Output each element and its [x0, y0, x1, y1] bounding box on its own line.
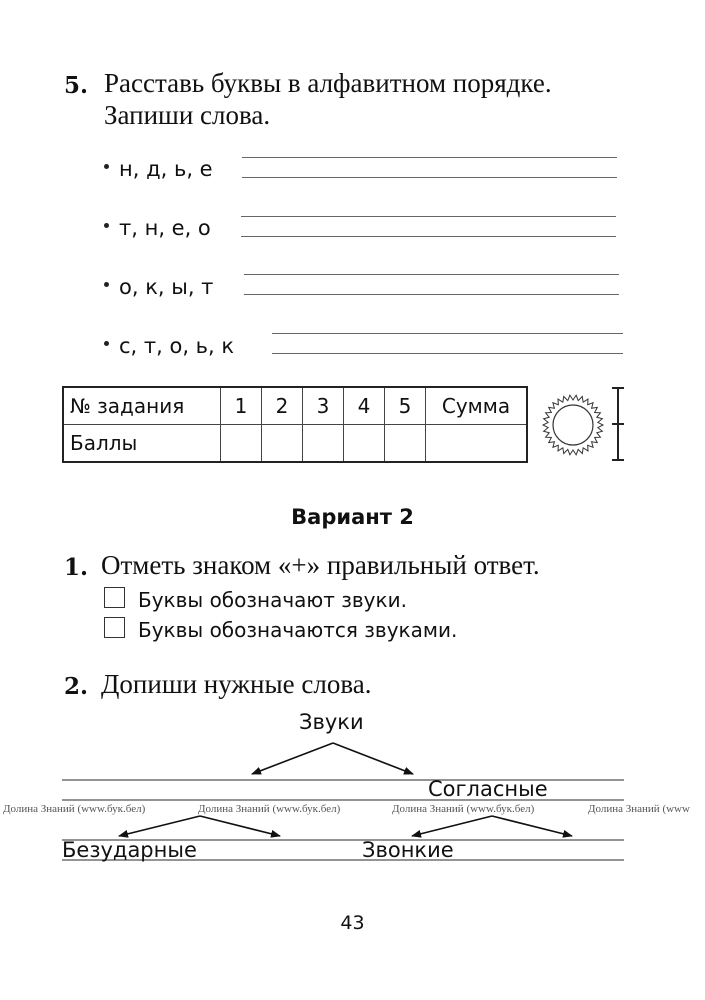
sun-disc — [553, 405, 593, 445]
points-cell[interactable] — [221, 425, 262, 463]
points-cell[interactable] — [303, 425, 344, 463]
sum-cell[interactable] — [426, 425, 528, 463]
task-1-text: Отметь знаком «+» правильный ответ. — [101, 550, 540, 580]
sun-icon — [541, 393, 605, 457]
task-column-header: 1 — [221, 387, 262, 425]
letters-item — [104, 215, 211, 241]
option-label: Буквы обозначаются звуками. — [138, 618, 458, 642]
letters-item — [104, 156, 213, 182]
answer-line[interactable] — [272, 333, 623, 334]
points-cell[interactable] — [385, 425, 426, 463]
diagram-consonants-word: Согласные — [428, 777, 548, 801]
diagram-voiced-word: Звонкие — [362, 838, 454, 862]
answer-line[interactable] — [272, 353, 623, 354]
bullet-icon — [104, 223, 109, 228]
sun-rays — [543, 395, 603, 455]
letters-item — [104, 274, 213, 300]
option-checkbox[interactable] — [104, 617, 125, 638]
arrow — [119, 816, 200, 836]
bullet-icon — [104, 341, 109, 346]
variant-title: Вариант 2 — [291, 505, 414, 529]
watermark-text: Долина Знаний (www.бук.бел) — [3, 803, 146, 815]
letters-text: о, к, ы, т — [119, 275, 214, 299]
option-label: Буквы обозначают звуки. — [138, 588, 407, 612]
task-5-text-line2: Запиши слова. — [104, 100, 271, 130]
letters-text: н, д, ь, е — [119, 157, 213, 181]
score-table — [62, 386, 528, 463]
points-cell[interactable] — [344, 425, 385, 463]
task-column-header: 2 — [262, 387, 303, 425]
answer-line[interactable] — [242, 177, 617, 178]
answer-line[interactable] — [241, 236, 616, 237]
diagram-unstressed-word: Безударные — [62, 838, 197, 862]
answer-line[interactable] — [244, 274, 619, 275]
task-1-number: 1. — [64, 554, 89, 581]
points-label: Баллы — [63, 425, 221, 463]
option-checkbox[interactable] — [104, 587, 125, 608]
bullet-icon — [104, 164, 109, 169]
task-5-number: 5. — [64, 72, 89, 99]
watermark-text: Долина Знаний (www.бук.бел) — [198, 803, 341, 815]
answer-line[interactable] — [242, 157, 617, 158]
letters-text: с, т, о, ь, к — [119, 334, 235, 358]
arrow — [492, 816, 572, 836]
arrow — [333, 743, 413, 774]
score-table-header-row — [63, 387, 527, 425]
score-table-points-row — [63, 425, 527, 463]
letters-item — [104, 333, 234, 359]
page-number: 43 — [340, 912, 365, 934]
bullet-icon — [104, 282, 109, 287]
sum-label: Сумма — [426, 387, 528, 425]
arrow — [252, 743, 333, 774]
task-column-header: 5 — [385, 387, 426, 425]
points-cell[interactable] — [262, 425, 303, 463]
task-5-text-line1: Расставь буквы в алфавитном порядке. — [104, 68, 552, 98]
answer-line[interactable] — [241, 216, 616, 217]
watermark-text: Долина Знаний (www — [588, 803, 690, 815]
arrow — [200, 816, 280, 836]
task-column-header: 3 — [303, 387, 344, 425]
task-2-number: 2. — [64, 673, 89, 700]
task-2-text: Допиши нужные слова. — [101, 669, 372, 699]
watermark-text: Долина Знаний (www.бук.бел) — [392, 803, 535, 815]
answer-line[interactable] — [244, 294, 619, 295]
letters-text: т, н, е, о — [119, 216, 211, 240]
task-column-header: 4 — [344, 387, 385, 425]
diagram-root-word: Звуки — [299, 710, 364, 734]
arrow — [412, 816, 492, 836]
scale-bar-icon — [610, 386, 626, 462]
task-number-label: № задания — [63, 387, 221, 425]
